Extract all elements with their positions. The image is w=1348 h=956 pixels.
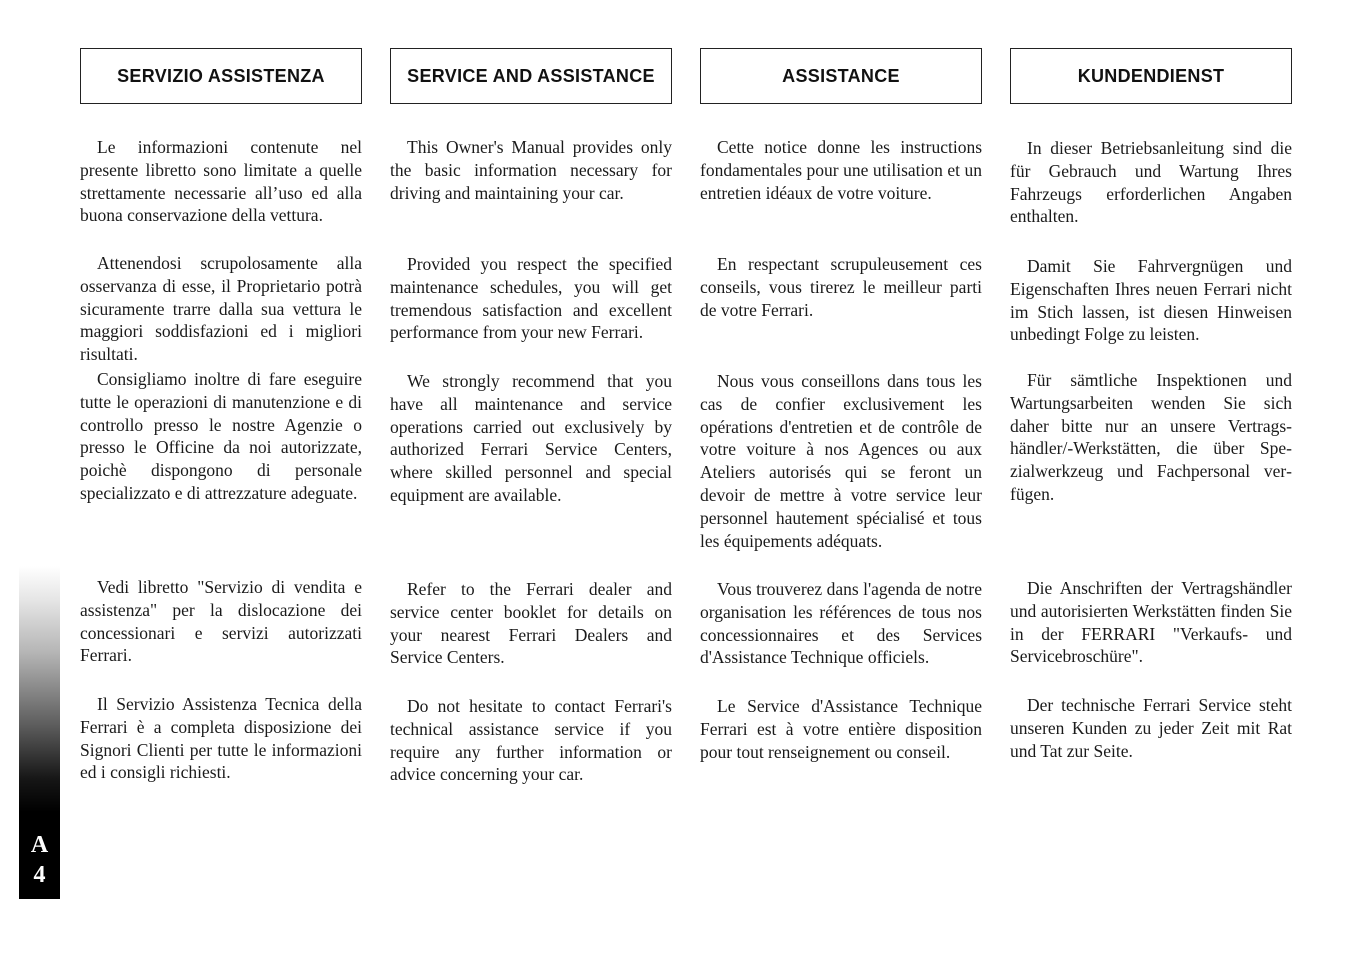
paragraph: Nous vous conseillons dans tous les cas de confier exclusivement les opérations d'entretien et de contrôle de votre voiture à nos Agences ou aux Ateliers autorisés qui se feront un devoir de mettre à votre service leur personnel hautement spécialisé et tous les équipements adéquats. <box>700 371 982 551</box>
paragraph: Provided you respect the specified maintenance schedules, you will get tremendous satisfaction and excellent performance from your new Ferrari. <box>390 254 672 343</box>
paragraph: En respectant scrupuleusement ces conseils, vous tirerez le meilleur parti de votre Ferrari. <box>700 254 982 320</box>
column-french <box>700 48 982 762</box>
paragraph: We strongly recommend that you have all maintenance and service operations carried out exclusively by authorized Ferrari Service Centers, where skilled personnel and special equipment are available. <box>390 371 672 505</box>
paragraph: Cette notice donne les instructions fondamentales pour une utilisation et un entretien idéaux de votre voiture. <box>700 137 982 203</box>
section-header-french: ASSISTANCE <box>700 48 982 104</box>
paragraph: This Owner's Manual provides only the basic information necessary for driving and maintaining your car. <box>390 137 672 203</box>
paragraph: Damit Sie Fahrvergnügen und Eigenschaften Ihres neuen Ferrari nicht im Stich lassen, ist diesen Hinweisen unbedingt Folge zu leisten. <box>1010 256 1292 345</box>
paragraph: Für sämtliche Inspektionen und Wartungsarbeiten wenden Sie sich daher bitte nur an unsere Vertragshändler/-Werkstätten, die über Spezialwerkzeug und Fachpersonal verfügen. <box>1010 370 1292 504</box>
section-header-italian: SERVIZIO ASSISTENZA <box>80 48 362 104</box>
paragraph: Le informazioni contenute nel presente libretto sono limitate a quelle strettamente necessarie all’uso ed alla buona conservazione della vettura. <box>80 137 362 226</box>
column-english <box>390 48 672 785</box>
paragraph: Do not hesitate to contact Ferrari's technical assistance service if you require any further information or advice concerning your car. <box>390 696 672 785</box>
paragraph: Vedi libretto "Servizio di vendita e assistenza" per la dislocazione dei concessionari e servizi autorizzati Ferrari. <box>80 577 362 666</box>
paragraph: Die Anschriften der Vertragshändler und autorisierten Werkstätten finden Sie in der FERRARI "Verkaufs- und Servicebroschüre". <box>1010 578 1292 667</box>
column-italian <box>80 48 362 783</box>
paragraph: In dieser Betriebsanleitung sind die für Gebrauch und Wartung Ihres Fahrzeugs erforderlichen Angaben enthalten. <box>1010 138 1292 227</box>
paragraph: Consigliamo inoltre di fare eseguire tutte le operazioni di manutenzione e di controllo presso le nostre Agenzie o presso le Officine da noi autorizzate, poichè dispongono di personale specializzato e di attrezzature adeguate. <box>80 369 362 503</box>
paragraph: Vous trouverez dans l'agenda de notre organisation les références de tous nos concessionnaires et des Services d'Assistance Technique officiels. <box>700 579 982 668</box>
paragraph: Refer to the Ferrari dealer and service center booklet for details on your nearest Ferrari Dealers and Service Centers. <box>390 579 672 668</box>
paragraph: Il Servizio Assistenza Tecnica della Ferrari è a completa disposizione dei Signori Clienti per tutte le informazioni ed i consigli richiesti. <box>80 694 362 783</box>
paragraph: Attenendosi scrupolosamente alla osservanza di esse, il Proprietario potrà sicuramente trarre dalla sua vettura le maggiori soddisfazioni ed i migliori risultati. <box>80 253 362 365</box>
section-header-german: KUNDENDIENST <box>1010 48 1292 104</box>
section-header-english: SERVICE AND ASSISTANCE <box>390 48 672 104</box>
paragraph: Der technische Ferrari Service steht unseren Kunden zu jeder Zeit mit Rat und Tat zur Seite. <box>1010 695 1292 761</box>
page-number: 4 <box>33 862 46 888</box>
section-letter: A <box>30 832 49 858</box>
paragraph: Le Service d'Assistance Technique Ferrari est à votre entière disposition pour tout renseignement ou conseil. <box>700 696 982 762</box>
column-german <box>1010 48 1292 761</box>
